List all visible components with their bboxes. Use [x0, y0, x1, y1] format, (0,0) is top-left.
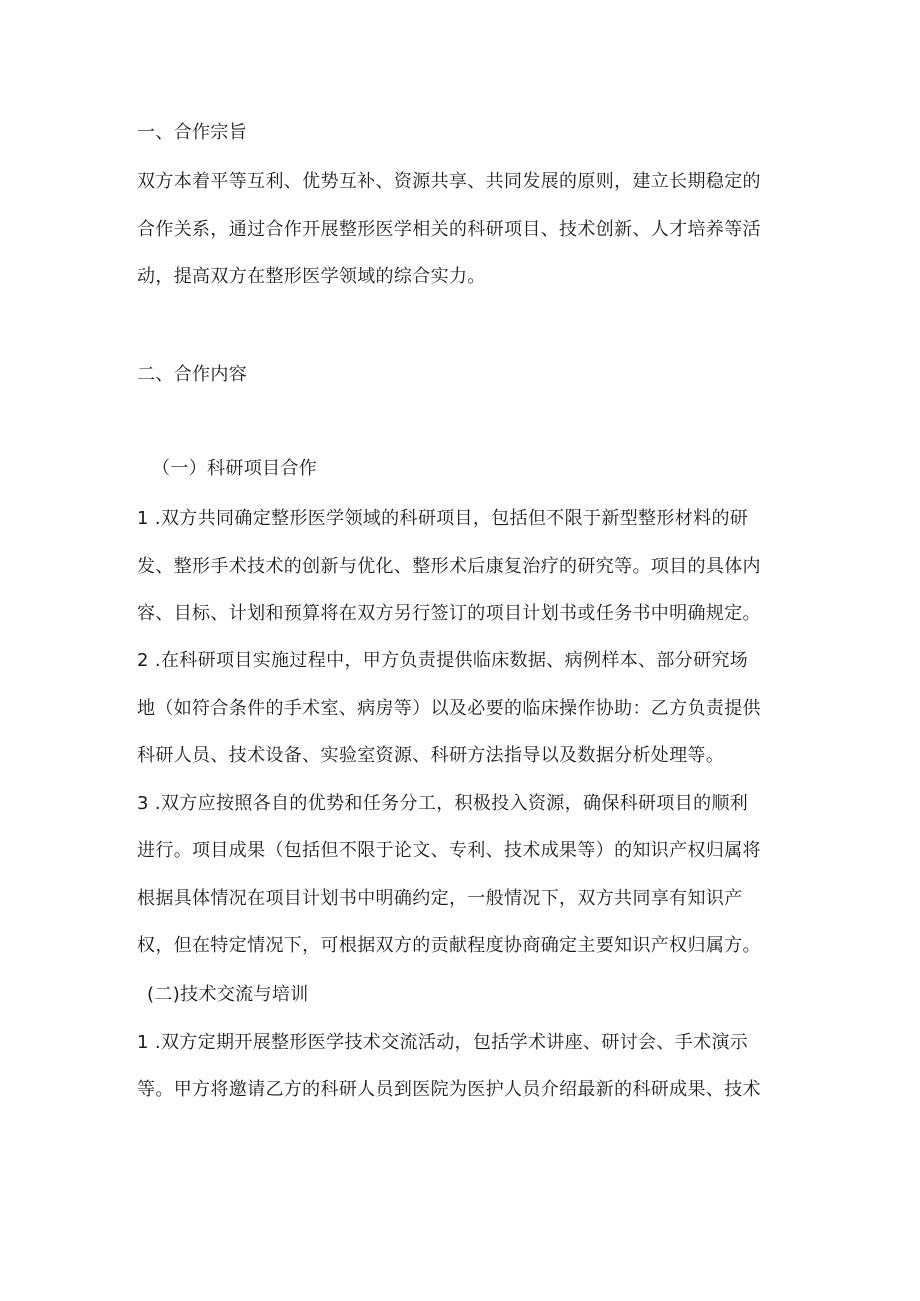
item-1-2-line-1: 2 .在科研项目实施过程中，甲方负责提供临床数据、病例样本、部分研究场: [137, 650, 749, 671]
item-1-1-line-1: 1 .双方共同确定整形医学领域的科研项目，包括但不限于新型整形材料的研: [137, 508, 749, 529]
section-1-line-3: 动，提高双方在整形医学领域的综合实力。: [137, 266, 486, 287]
item-2-1-line-2: 等。甲方将邀请乙方的科研人员到医院为医护人员介绍最新的科研成果、技术: [137, 1079, 761, 1100]
item-1-3-line-3: 根据具体情况在项目计划书中明确约定，一般情况下，双方共同享有知识产: [137, 888, 743, 909]
item-1-1-line-3: 容、目标、计划和预算将在双方另行签订的项目计划书或任务书中明确规定。: [137, 603, 761, 624]
subsection-2-heading: (二)技术交流与培训: [147, 984, 309, 1005]
subsection-1-heading: （一）科研项目合作: [152, 458, 318, 479]
section-2-heading: 二、合作内容: [137, 364, 248, 385]
item-1-3-line-4: 权，但在特定情况下，可根据双方的贡献程度协商确定主要知识产权归属方。: [137, 935, 761, 956]
item-1-3-line-1: 3 .双方应按照各自的优势和任务分工，积极投入资源，确保科研项目的顺利: [137, 793, 749, 814]
section-1-line-1: 双方本着平等互利、优势互补、资源共享、共同发展的原则，建立长期稳定的: [137, 171, 761, 192]
section-1-heading: 一、合作宗旨: [137, 122, 248, 143]
item-1-2-line-2: 地（如符合条件的手术室、病房等）以及必要的临床操作协助：乙方负责提供: [137, 698, 761, 719]
section-1-line-2: 合作关系，通过合作开展整形医学相关的科研项目、技术创新、人才培养等活: [137, 219, 761, 240]
item-2-1-line-1: 1 .双方定期开展整形医学技术交流活动，包括学术讲座、研讨会、手术演示: [137, 1032, 749, 1053]
item-1-2-line-3: 科研人员、技术设备、实验室资源、科研方法指导以及数据分析处理等。: [137, 745, 725, 766]
item-1-1-line-2: 发、整形手术技术的创新与优化、整形术后康复治疗的研究等。项目的具体内: [137, 556, 761, 577]
item-1-3-line-2: 进行。项目成果（包括但不限于论文、专利、技术成果等）的知识产权归属将: [137, 840, 761, 861]
